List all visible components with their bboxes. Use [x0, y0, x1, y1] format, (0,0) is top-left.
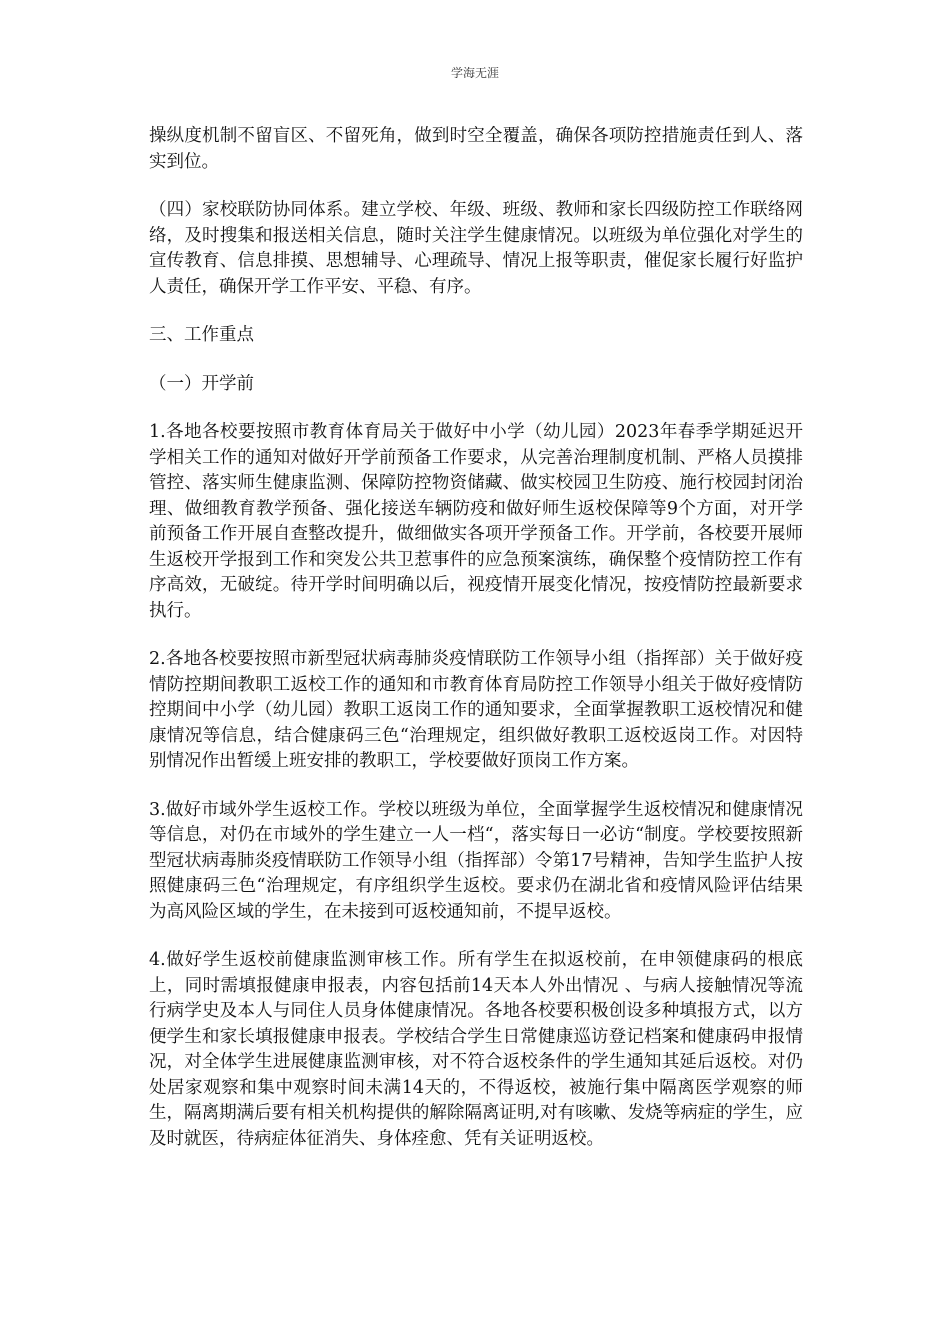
page-header: 学海无涯: [450, 66, 499, 80]
paragraph-item-3: 3.做好市域外学生返校工作。学校以班级为单位，全面掌握学生返校情况和健康情况等信息，对仍在市域外的学生建立一人一档“，落实每日一必访“制度。学校要按照新型冠状病毒肺炎疫情联防工作领导小组（指挥部）令第17号精神，告知学生监护人按照健康码三色“治理规定，有序组织学生返校。要求仍在湖北省和疫情风险评估结果为高风险区域的学生，在未接到可返校通知前，不提早返校。: [149, 799, 803, 922]
paragraph-continuation: 操纵度机制不留盲区、不留死角，做到时空全覆盖，确保各项防控措施责任到人、落实到位。: [149, 126, 803, 172]
paragraph-item-1: 1.各地各校要按照市教育体育局关于做好中小学（幼儿园）2023年春季学期延迟开学相关工作的通知对做好开学前预备工作要求，从完善治理制度机制、严格人员摸排管控、落实师生健康监测、保障防控物资储藏、做实校园卫生防疫、施行校园封闭治理、做细教育教学预备、强化接送车辆防疫和做好师生返校保障等9个方面，对开学前预备工作开展自查整改提升，做细做实各项开学预备工作。开学前，各校要开展师生返校开学报到工作和突发公共卫惹事件的应急预案演练，确保整个疫情防控工作有序高效，无破绽。待开学时间明确以后，视疫情开展变化情况，按疫情防控最新要求执行。: [149, 422, 803, 621]
subsection-heading-before-school: （一）开学前: [149, 373, 254, 394]
paragraph-item-2: 2.各地各校要按照市新型冠状病毒肺炎疫情联防工作领导小组（指挥部）关于做好疫情防控期间教职工返校工作的通知和市教育体育局防控工作领导小组关于做好疫情防控期间中小学（幼儿园）教职工返岗工作的通知要求，全面掌握教职工返校情况和健康情况等信息，结合健康码三色“治理规定，组织做好教职工返校返岗工作。对因特别情况作出暂缓上班安排的教职工，学校要做好顶岗工作方案。: [149, 649, 803, 771]
paragraph-item-4: 4.做好学生返校前健康监测审核工作。所有学生在拟返校前，在申领健康码的根底上，同时需填报健康申报表，内容包括前14天本人外出情况 、与病人接触情况等流行病学史及本人与同住人员身体健康情况。各地各校要积极创设多种填报方式，以方便学生和家长填报健康申报表。学校结合学生日常健康巡访登记档案和健康码申报情况，对全体学生进展健康监测审核，对不符合返校条件的学生通知其延后返校。对仍处居家观察和集中观察时间未满14天的，不得返校，被施行集中隔离医学观察的师生，隔离期满后要有相关机构提供的解除隔离证明,对有咳嗽、发烧等病症的学生，应及时就医，待病症体征消失、身体痊愈、凭有关证明返校。: [149, 950, 803, 1149]
section-heading-work-focus: 三、工作重点: [149, 325, 254, 345]
paragraph-home-school-system: （四）家校联防协同体系。建立学校、年级、班级、教师和家长四级防控工作联络网络，及时搜集和报送相关信息，随时关注学生健康情况。以班级为单位强化对学生的宣传教育、信息排摸、思想辅导、心理疏导、情况上报等职责，催促家长履行好监护人责任，确保开学工作平安、平稳、有序。: [149, 200, 803, 297]
document-body: [149, 124, 803, 1175]
